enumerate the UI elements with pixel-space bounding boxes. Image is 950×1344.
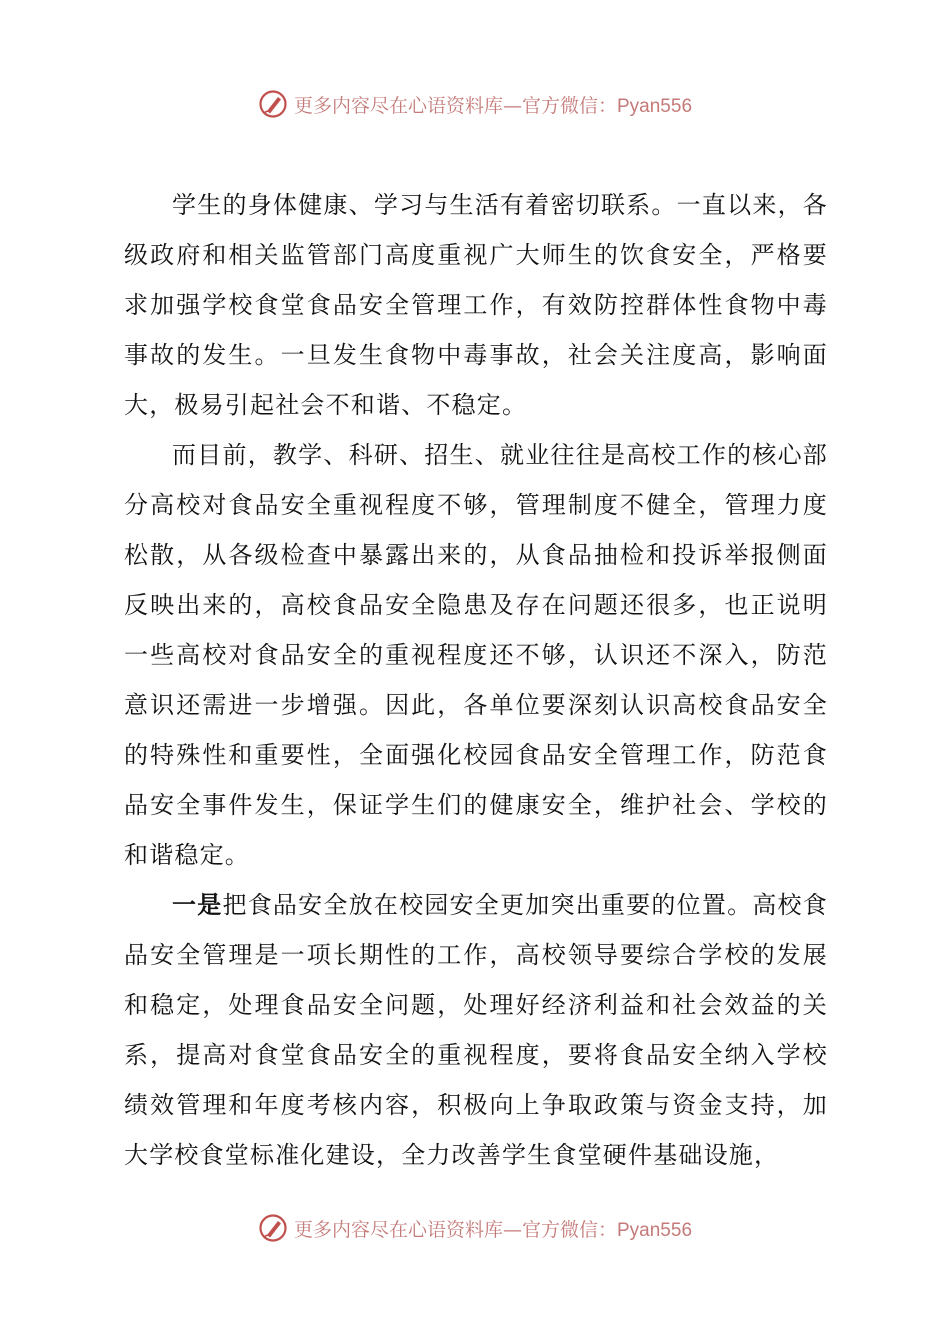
paragraph-3-text: 把食品安全放在校园安全更加突出重要的位置。高校食品安全管理是一项长期性的工作，高校领导要综合学校的发展和稳定，处理食品安全问题，处理好经济利益和社会效益的关系，提高对食堂食品安全的重视程度，要将食品安全纳入学校绩效管理和年度考核内容，积极向上争取政策与资金支持，加大学校食堂标准化建设，全力改善学生食堂硬件基础设施，	[124, 891, 828, 1169]
header-banner-cn: 更多内容尽在心语资料库—官方微信：	[293, 94, 617, 117]
footer-banner-text	[294, 1215, 692, 1242]
header-banner-text	[294, 91, 692, 118]
header-banner	[0, 84, 950, 124]
document-body	[124, 180, 828, 1180]
paragraph-3	[124, 880, 828, 1180]
paragraph-3-lead: 一是	[172, 890, 223, 919]
footer-banner-cn: 更多内容尽在心语资料库—官方微信：	[293, 1218, 617, 1241]
pen-circle-logo-icon	[258, 89, 288, 119]
pen-circle-logo-icon	[258, 1213, 288, 1243]
paragraph-2: 而目前，教学、科研、招生、就业往往是高校工作的核心部分高校对食品安全重视程度不够，管理制度不健全，管理力度松散，从各级检查中暴露出来的，从食品抽检和投诉举报侧面反映出来的，高校食品安全隐患及存在问题还很多，也正说明一些高校对食品安全的重视程度还不够，认识还不深入，防范意识还需进一步增强。因此，各单位要深刻认识高校食品安全的特殊性和重要性，全面强化校园食品安全管理工作，防范食品安全事件发生，保证学生们的健康安全，维护社会、学校的和谐稳定。	[124, 441, 828, 869]
paragraph-1: 学生的身体健康、学习与生活有着密切联系。一直以来，各级政府和相关监管部门高度重视广大师生的饮食安全，严格要求加强学校食堂食品安全管理工作，有效防控群体性食物中毒事故的发生。一旦发生食物中毒事故，社会关注度高，影响面大，极易引起社会不和谐、不稳定。	[124, 191, 828, 419]
header-banner-wechat-id: Pyan556	[617, 95, 693, 117]
footer-banner	[0, 1208, 950, 1248]
footer-banner-wechat-id: Pyan556	[617, 1219, 693, 1241]
